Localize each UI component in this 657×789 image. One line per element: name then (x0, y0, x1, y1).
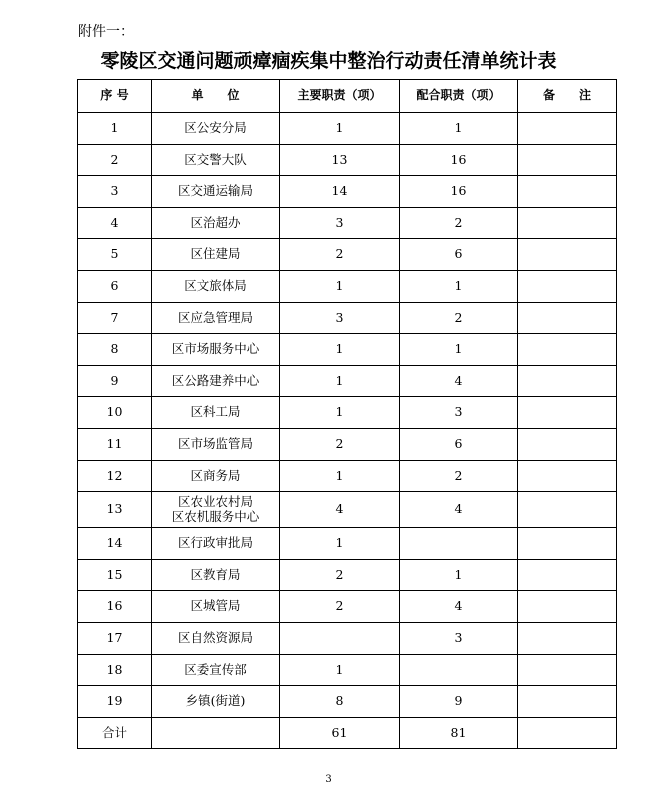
cell-note (518, 591, 617, 623)
cell-main: 1 (280, 334, 400, 366)
cell-main: 1 (280, 654, 400, 686)
cell-note (518, 113, 617, 145)
table-row (78, 622, 617, 654)
cell-support: 3 (400, 622, 518, 654)
cell-unit: 区公安分局 (152, 113, 280, 145)
cell-main: 13 (280, 144, 400, 176)
table-row (78, 686, 617, 718)
cell-unit: 区城管局 (152, 591, 280, 623)
column-header-note: 备 注 (518, 80, 617, 113)
cell-no: 19 (78, 686, 152, 718)
table-row (78, 428, 617, 460)
table-row (78, 270, 617, 302)
cell-support: 9 (400, 686, 518, 718)
cell-support: 2 (400, 302, 518, 334)
cell-no: 4 (78, 207, 152, 239)
cell-note (518, 365, 617, 397)
table-row (78, 492, 617, 528)
table-row (78, 365, 617, 397)
cell-note (518, 460, 617, 492)
cell-unit: 区交警大队 (152, 144, 280, 176)
cell-unit: 区住建局 (152, 239, 280, 271)
cell-unit: 区文旅体局 (152, 270, 280, 302)
table-row (78, 207, 617, 239)
cell-main: 2 (280, 559, 400, 591)
cell-no: 16 (78, 591, 152, 623)
column-header-no: 序 号 (78, 80, 152, 113)
total-unit (152, 717, 280, 749)
cell-support: 1 (400, 270, 518, 302)
column-header-main: 主要职责（项） (280, 80, 400, 113)
cell-unit: 区交通运输局 (152, 176, 280, 208)
cell-unit: 区公路建养中心 (152, 365, 280, 397)
cell-no: 17 (78, 622, 152, 654)
cell-note (518, 176, 617, 208)
cell-no: 5 (78, 239, 152, 271)
attachment-label: 附件一： (78, 24, 134, 40)
responsibility-table (77, 79, 617, 749)
cell-support: 1 (400, 113, 518, 145)
table-row (78, 591, 617, 623)
cell-support: 1 (400, 334, 518, 366)
cell-support: 16 (400, 176, 518, 208)
table-row (78, 334, 617, 366)
cell-unit: 区商务局 (152, 460, 280, 492)
cell-support: 4 (400, 365, 518, 397)
cell-note (518, 559, 617, 591)
cell-note (518, 686, 617, 718)
cell-no: 6 (78, 270, 152, 302)
cell-support: 3 (400, 397, 518, 429)
cell-note (518, 654, 617, 686)
table-row (78, 654, 617, 686)
cell-note (518, 528, 617, 560)
total-label: 合计 (78, 717, 152, 749)
cell-support: 6 (400, 428, 518, 460)
cell-main: 4 (280, 492, 400, 528)
cell-main: 2 (280, 428, 400, 460)
table-row (78, 559, 617, 591)
cell-unit: 乡镇(街道) (152, 686, 280, 718)
table-row (78, 528, 617, 560)
cell-main (280, 622, 400, 654)
cell-support: 4 (400, 591, 518, 623)
page-number: 3 (325, 774, 332, 785)
cell-note (518, 207, 617, 239)
cell-no: 9 (78, 365, 152, 397)
cell-unit: 区治超办 (152, 207, 280, 239)
cell-main: 2 (280, 239, 400, 271)
column-header-unit: 单 位 (152, 80, 280, 113)
cell-main: 3 (280, 207, 400, 239)
table-total-row (78, 717, 617, 749)
cell-main: 1 (280, 460, 400, 492)
cell-note (518, 144, 617, 176)
cell-no: 12 (78, 460, 152, 492)
table-row (78, 239, 617, 271)
total-note (518, 717, 617, 749)
table-header-row (78, 80, 617, 113)
cell-support: 1 (400, 559, 518, 591)
cell-no: 14 (78, 528, 152, 560)
cell-unit: 区应急管理局 (152, 302, 280, 334)
table-row (78, 113, 617, 145)
cell-support (400, 528, 518, 560)
cell-note (518, 492, 617, 528)
cell-note (518, 270, 617, 302)
cell-no: 15 (78, 559, 152, 591)
cell-main: 3 (280, 302, 400, 334)
cell-support: 2 (400, 460, 518, 492)
cell-note (518, 428, 617, 460)
cell-main: 2 (280, 591, 400, 623)
cell-unit: 区委宣传部 (152, 654, 280, 686)
cell-no: 1 (78, 113, 152, 145)
cell-support: 16 (400, 144, 518, 176)
column-header-support: 配合职责（项） (400, 80, 518, 113)
table-row (78, 397, 617, 429)
cell-main: 1 (280, 270, 400, 302)
cell-support (400, 654, 518, 686)
table-row (78, 176, 617, 208)
cell-note (518, 239, 617, 271)
cell-no: 8 (78, 334, 152, 366)
cell-main: 8 (280, 686, 400, 718)
table-body (78, 113, 617, 718)
cell-unit: 区市场监管局 (152, 428, 280, 460)
cell-no: 2 (78, 144, 152, 176)
cell-no: 7 (78, 302, 152, 334)
cell-main: 1 (280, 365, 400, 397)
cell-unit: 区农业农村局 区农机服务中心 (152, 492, 280, 528)
cell-main: 1 (280, 397, 400, 429)
cell-main: 14 (280, 176, 400, 208)
cell-no: 18 (78, 654, 152, 686)
cell-unit: 区自然资源局 (152, 622, 280, 654)
table-row (78, 302, 617, 334)
cell-support: 4 (400, 492, 518, 528)
cell-note (518, 397, 617, 429)
cell-note (518, 334, 617, 366)
cell-main: 1 (280, 528, 400, 560)
page-title: 零陵区交通问题顽瘴痼疾集中整治行动责任清单统计表 (100, 50, 557, 72)
cell-unit: 区市场服务中心 (152, 334, 280, 366)
table-row (78, 460, 617, 492)
cell-support: 2 (400, 207, 518, 239)
cell-unit: 区教育局 (152, 559, 280, 591)
cell-no: 11 (78, 428, 152, 460)
cell-no: 13 (78, 492, 152, 528)
cell-note (518, 622, 617, 654)
cell-note (518, 302, 617, 334)
cell-no: 10 (78, 397, 152, 429)
table-row (78, 144, 617, 176)
cell-main: 1 (280, 113, 400, 145)
total-support: 81 (400, 717, 518, 749)
cell-unit: 区科工局 (152, 397, 280, 429)
cell-no: 3 (78, 176, 152, 208)
cell-unit: 区行政审批局 (152, 528, 280, 560)
cell-support: 6 (400, 239, 518, 271)
total-main: 61 (280, 717, 400, 749)
